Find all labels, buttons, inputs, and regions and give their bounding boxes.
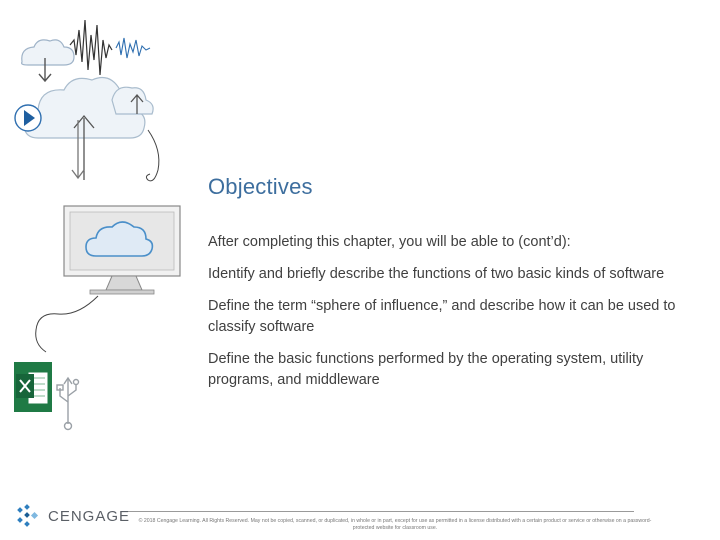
cloud-download-icon — [22, 40, 74, 81]
cengage-logo — [16, 504, 130, 528]
waveform-icon — [70, 20, 112, 75]
slide-title: Objectives — [208, 174, 313, 199]
objective-intro: After completing this chapter, you will be able to (cont’d): — [208, 234, 571, 250]
objective-item: Define the basic functions performed by the operating system, utility programs, and middleware — [208, 351, 644, 388]
decorative-illustration — [0, 0, 200, 450]
objective-item: Identify and briefly describe the functions of two basic kinds of software — [208, 266, 665, 282]
waveform-icon — [116, 38, 150, 58]
play-icon — [15, 105, 41, 131]
usb-icon — [57, 378, 79, 430]
excel-icon — [14, 362, 52, 412]
cengage-logo-icon — [16, 504, 44, 528]
copyright-notice: © 2018 Cengage Learning. All Rights Reserved. May not be copied, scanned, or duplicated, in whole or in part, except for use as permitted in a license distributed with a certain product or service or otherwise on a password-protected website for classroom use. — [138, 518, 652, 531]
objective-item: Define the term “sphere of influence,” and describe how it can be used to classify software — [208, 298, 676, 335]
logo-text: CENGAGE — [48, 507, 131, 525]
footer-divider — [122, 511, 634, 512]
objectives-list — [208, 232, 703, 402]
monitor-cloud-icon — [64, 206, 180, 294]
cloud-arrows-icon — [24, 78, 153, 138]
